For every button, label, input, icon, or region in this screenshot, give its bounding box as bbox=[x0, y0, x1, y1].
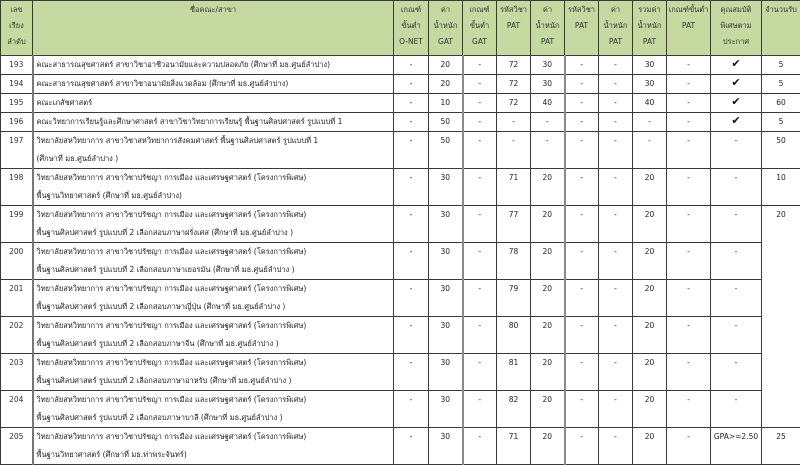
gat-weight-cell: 10 bbox=[429, 94, 463, 113]
pat-weight-2-cell: - bbox=[599, 243, 633, 280]
program-name-line: วิทยาลัยสหวิทยาการ สาขาวิชาปรัชญา การเมือง และเศรษฐศาสตร์ (โครงการพิเศษ) bbox=[37, 428, 394, 446]
gat-weight-cell: 30 bbox=[429, 280, 463, 317]
pat-min-cell: - bbox=[667, 169, 711, 206]
pat-weight-1-cell: 30 bbox=[531, 56, 565, 75]
check-mark-icon: ✔ bbox=[711, 113, 762, 132]
pat-code-1-cell: 72 bbox=[497, 56, 531, 75]
onet-min-cell: - bbox=[394, 56, 429, 75]
pat-code-2-cell: - bbox=[565, 169, 599, 206]
pat-code-2-cell: - bbox=[565, 113, 599, 132]
pat-code-1-cell: - bbox=[497, 132, 531, 169]
check-mark-icon: ✔ bbox=[711, 75, 762, 94]
pat-min-cell: - bbox=[667, 75, 711, 94]
gat-weight-cell: 20 bbox=[429, 56, 463, 75]
gat-min-cell: - bbox=[463, 169, 497, 206]
gat-weight-cell: 30 bbox=[429, 317, 463, 354]
pat-code-2-cell: - bbox=[565, 243, 599, 280]
table-row bbox=[1, 317, 800, 354]
pat-weight-2-cell: - bbox=[599, 280, 633, 317]
gat-min-cell: - bbox=[463, 113, 497, 132]
rank-cell: 201 bbox=[1, 280, 33, 317]
pat-min-cell: - bbox=[667, 354, 711, 391]
program-name-line: พื้นฐานวิทยาศาสตร์ (ศึกษาที่ มธ.ท่าพระจันทร์) bbox=[37, 446, 394, 464]
onet-min-cell: - bbox=[394, 132, 429, 169]
gat-weight-cell: 30 bbox=[429, 243, 463, 280]
onet-min-cell: - bbox=[394, 113, 429, 132]
quota-cell: 60 bbox=[762, 94, 800, 113]
gat-min-cell: - bbox=[463, 428, 497, 465]
pat-min-cell: - bbox=[667, 56, 711, 75]
header-pat-weight-1: ค่า น้ำหนัก PAT bbox=[531, 1, 565, 56]
pat-weight-1-cell: 20 bbox=[531, 206, 565, 243]
pat-code-1-cell: 71 bbox=[497, 428, 531, 465]
program-name-line: พื้นฐานศิลปศาสตร์ รูปแบบที่ 2 เลือกสอบภาษาเยอรมัน (ศึกษาที่ มธ.ศูนย์ลำปาง ) bbox=[37, 261, 394, 279]
header-rank: เลข เรียง ลำดับ bbox=[1, 1, 33, 56]
program-name-cell bbox=[33, 428, 394, 465]
onet-min-cell: - bbox=[394, 317, 429, 354]
gat-min-cell: - bbox=[463, 75, 497, 94]
gat-min-cell: - bbox=[463, 243, 497, 280]
header-gat-weight: ค่า น้ำหนัก GAT bbox=[429, 1, 463, 56]
total-weight-cell: 30 bbox=[633, 56, 667, 75]
pat-code-1-cell: 72 bbox=[497, 94, 531, 113]
program-name-line: วิทยาลัยสหวิทยาการ สาขาวิชาสหวิทยาการสังคมศาสตร์ พื้นฐานศิลปศาสตร์ รูปแบบที่ 1 bbox=[37, 132, 394, 150]
onet-min-cell: - bbox=[394, 280, 429, 317]
rank-cell: 196 bbox=[1, 113, 33, 132]
pat-code-1-cell: 79 bbox=[497, 280, 531, 317]
rank-cell: 203 bbox=[1, 354, 33, 391]
pat-min-cell: - bbox=[667, 391, 711, 428]
pat-weight-1-cell: 20 bbox=[531, 169, 565, 206]
header-special: คุณสมบัติ พิเศษตาม ประกาศ bbox=[711, 1, 762, 56]
program-name-line: พื้นฐานศิลปศาสตร์ รูปแบบที่ 2 เลือกสอบภาษาญี่ปุ่น (ศึกษาที่ มธ.ศูนย์ลำปาง ) bbox=[37, 298, 394, 316]
special-qualification-cell: - bbox=[711, 169, 762, 206]
pat-code-1-cell: 82 bbox=[497, 391, 531, 428]
total-weight-cell: 20 bbox=[633, 317, 667, 354]
pat-code-1-cell: - bbox=[497, 113, 531, 132]
program-name-line: วิทยาลัยสหวิทยาการ สาขาวิชาปรัชญา การเมือง และเศรษฐศาสตร์ (โครงการพิเศษ) bbox=[37, 243, 394, 261]
total-weight-cell: - bbox=[633, 132, 667, 169]
rank-cell: 198 bbox=[1, 169, 33, 206]
program-name-cell bbox=[33, 75, 394, 94]
quota-cell: 25 bbox=[762, 428, 800, 465]
table-row bbox=[1, 280, 800, 317]
pat-min-cell: - bbox=[667, 206, 711, 243]
table-row bbox=[1, 391, 800, 428]
program-name-cell bbox=[33, 56, 394, 75]
program-name-cell bbox=[33, 132, 394, 169]
pat-weight-2-cell: - bbox=[599, 75, 633, 94]
pat-code-1-cell: 72 bbox=[497, 75, 531, 94]
pat-min-cell: - bbox=[667, 428, 711, 465]
pat-weight-2-cell: - bbox=[599, 169, 633, 206]
program-name-line: คณะสาธารณสุขศาสตร์ สาขาวิชาอนามัยสิ่งแวดล้อม (ศึกษาที่ มธ.ศูนย์ลำปาง) bbox=[37, 75, 394, 93]
table-row bbox=[1, 169, 800, 206]
gat-min-cell: - bbox=[463, 132, 497, 169]
program-name-line: วิทยาลัยสหวิทยาการ สาขาวิชาปรัชญา การเมือง และเศรษฐศาสตร์ (โครงการพิเศษ) bbox=[37, 317, 394, 335]
pat-min-cell: - bbox=[667, 113, 711, 132]
total-weight-cell: 20 bbox=[633, 206, 667, 243]
pat-weight-2-cell: - bbox=[599, 317, 633, 354]
header-pat-weight-2: ค่า น้ำหนัก PAT bbox=[599, 1, 633, 56]
header-pat-min: เกณฑ์ขั้นต่ำ PAT bbox=[667, 1, 711, 56]
header-quota: จำนวนรับ bbox=[762, 1, 800, 56]
onet-min-cell: - bbox=[394, 391, 429, 428]
total-weight-cell: 20 bbox=[633, 428, 667, 465]
pat-code-1-cell: 71 bbox=[497, 169, 531, 206]
program-name-line: วิทยาลัยสหวิทยาการ สาขาวิชาปรัชญา การเมือง และเศรษฐศาสตร์ (โครงการพิเศษ) bbox=[37, 280, 394, 298]
gat-weight-cell: 50 bbox=[429, 132, 463, 169]
quota-cell: 5 bbox=[762, 75, 800, 94]
gat-weight-cell: 30 bbox=[429, 428, 463, 465]
onet-min-cell: - bbox=[394, 206, 429, 243]
gat-min-cell: - bbox=[463, 317, 497, 354]
program-name-cell bbox=[33, 169, 394, 206]
special-qualification-cell: - bbox=[711, 280, 762, 317]
quota-cell: 5 bbox=[762, 56, 800, 75]
special-qualification-cell: - bbox=[711, 243, 762, 280]
program-name-cell bbox=[33, 354, 394, 391]
pat-code-2-cell: - bbox=[565, 354, 599, 391]
total-weight-cell: 20 bbox=[633, 280, 667, 317]
pat-min-cell: - bbox=[667, 243, 711, 280]
program-name-line: วิทยาลัยสหวิทยาการ สาขาวิชาปรัชญา การเมือง และเศรษฐศาสตร์ (โครงการพิเศษ) bbox=[37, 391, 394, 409]
pat-weight-1-cell: 40 bbox=[531, 94, 565, 113]
pat-code-2-cell: - bbox=[565, 391, 599, 428]
total-weight-cell: 20 bbox=[633, 391, 667, 428]
gat-min-cell: - bbox=[463, 354, 497, 391]
table-row bbox=[1, 132, 800, 169]
pat-code-2-cell: - bbox=[565, 132, 599, 169]
gat-min-cell: - bbox=[463, 56, 497, 75]
program-name-cell bbox=[33, 113, 394, 132]
pat-weight-2-cell: - bbox=[599, 428, 633, 465]
pat-code-1-cell: 80 bbox=[497, 317, 531, 354]
pat-weight-1-cell: 20 bbox=[531, 428, 565, 465]
pat-weight-1-cell: 20 bbox=[531, 354, 565, 391]
program-name-cell bbox=[33, 94, 394, 113]
quota-cell: 10 bbox=[762, 169, 800, 206]
header-name: ชื่อคณะ/สาขา bbox=[33, 1, 394, 56]
gat-weight-cell: 30 bbox=[429, 206, 463, 243]
header-onet-min: เกณฑ์ ขั้นต่ำ O-NET bbox=[394, 1, 429, 56]
total-weight-cell: 30 bbox=[633, 75, 667, 94]
pat-code-2-cell: - bbox=[565, 317, 599, 354]
pat-min-cell: - bbox=[667, 132, 711, 169]
pat-weight-2-cell: - bbox=[599, 56, 633, 75]
pat-code-1-cell: 81 bbox=[497, 354, 531, 391]
header-total-weight: รวมค่า น้ำหนัก PAT bbox=[633, 1, 667, 56]
header-pat-code-2: รหัสวิชา PAT bbox=[565, 1, 599, 56]
pat-code-2-cell: - bbox=[565, 428, 599, 465]
special-qualification-cell: GPA>=2.50 bbox=[711, 428, 762, 465]
program-name-line: พื้นฐานศิลปศาสตร์ รูปแบบที่ 2 เลือกสอบภาษาอาหรับ (ศึกษาที่ มธ.ศูนย์ลำปาง ) bbox=[37, 372, 394, 390]
rank-cell: 204 bbox=[1, 391, 33, 428]
pat-weight-1-cell: 20 bbox=[531, 391, 565, 428]
gat-weight-cell: 30 bbox=[429, 354, 463, 391]
special-qualification-cell: - bbox=[711, 206, 762, 243]
program-name-line: พื้นฐานวิทยาศาสตร์ (ศึกษาที่ มธ.ศูนย์ลำปาง) bbox=[37, 187, 394, 205]
program-name-cell bbox=[33, 243, 394, 280]
pat-code-1-cell: 78 bbox=[497, 243, 531, 280]
pat-weight-1-cell: 20 bbox=[531, 243, 565, 280]
table-row bbox=[1, 206, 800, 243]
total-weight-cell: 40 bbox=[633, 94, 667, 113]
program-name-line: พื้นฐานศิลปศาสตร์ รูปแบบที่ 2 เลือกสอบภาษาจีน (ศึกษาที่ มธ.ศูนย์ลำปาง ) bbox=[37, 335, 394, 353]
pat-min-cell: - bbox=[667, 280, 711, 317]
gat-min-cell: - bbox=[463, 94, 497, 113]
rank-cell: 200 bbox=[1, 243, 33, 280]
program-name-cell bbox=[33, 280, 394, 317]
gat-weight-cell: 20 bbox=[429, 75, 463, 94]
pat-code-1-cell: 77 bbox=[497, 206, 531, 243]
program-name-line: วิทยาลัยสหวิทยาการ สาขาวิชาปรัชญา การเมือง และเศรษฐศาสตร์ (โครงการพิเศษ) bbox=[37, 354, 394, 372]
total-weight-cell: 20 bbox=[633, 169, 667, 206]
gat-min-cell: - bbox=[463, 206, 497, 243]
check-mark-icon: ✔ bbox=[711, 94, 762, 113]
onet-min-cell: - bbox=[394, 94, 429, 113]
special-qualification-cell: - bbox=[711, 317, 762, 354]
pat-code-2-cell: - bbox=[565, 280, 599, 317]
gat-min-cell: - bbox=[463, 391, 497, 428]
program-name-cell bbox=[33, 206, 394, 243]
pat-code-2-cell: - bbox=[565, 56, 599, 75]
table-row bbox=[1, 94, 800, 113]
pat-min-cell: - bbox=[667, 94, 711, 113]
program-name-line: (ศึกษาที่ มธ.ศูนย์ลำปาง ) bbox=[37, 150, 394, 168]
pat-weight-1-cell: - bbox=[531, 113, 565, 132]
onet-min-cell: - bbox=[394, 75, 429, 94]
table-body bbox=[1, 56, 800, 465]
special-qualification-cell: - bbox=[711, 132, 762, 169]
program-name-line: คณะวิทยาการเรียนรู้และศึกษาศาสตร์ สาขาวิชาวิทยาการเรียนรู้ พื้นฐานศิลปศาสตร์ รูปแบบที่ 1 bbox=[37, 113, 394, 131]
pat-code-2-cell: - bbox=[565, 206, 599, 243]
total-weight-cell: 20 bbox=[633, 243, 667, 280]
rank-cell: 202 bbox=[1, 317, 33, 354]
pat-weight-2-cell: - bbox=[599, 206, 633, 243]
pat-weight-2-cell: - bbox=[599, 113, 633, 132]
rank-cell: 193 bbox=[1, 56, 33, 75]
table-row bbox=[1, 243, 800, 280]
special-qualification-cell: - bbox=[711, 391, 762, 428]
quota-cell: 5 bbox=[762, 113, 800, 132]
pat-weight-2-cell: - bbox=[599, 391, 633, 428]
total-weight-cell: 20 bbox=[633, 354, 667, 391]
pat-weight-1-cell: 20 bbox=[531, 317, 565, 354]
gat-weight-cell: 30 bbox=[429, 391, 463, 428]
check-mark-icon: ✔ bbox=[711, 56, 762, 75]
header-gat-min: เกณฑ์ ขั้นต่ำ GAT bbox=[463, 1, 497, 56]
program-name-line: พื้นฐานศิลปศาสตร์ รูปแบบที่ 2 เลือกสอบภาษาบาลี (ศึกษาที่ มธ.ศูนย์ลำปาง ) bbox=[37, 409, 394, 427]
rank-cell: 197 bbox=[1, 132, 33, 169]
program-name-line: พื้นฐานศิลปศาสตร์ รูปแบบที่ 2 เลือกสอบภาษาฝรั่งเศส (ศึกษาที่ มธ.ศูนย์ลำปาง ) bbox=[37, 224, 394, 242]
gat-weight-cell: 50 bbox=[429, 113, 463, 132]
program-name-cell bbox=[33, 317, 394, 354]
gat-min-cell: - bbox=[463, 280, 497, 317]
rank-cell: 195 bbox=[1, 94, 33, 113]
program-name-line: วิทยาลัยสหวิทยาการ สาขาวิชาปรัชญา การเมือง และเศรษฐศาสตร์ (โครงการพิเศษ) bbox=[37, 206, 394, 224]
onet-min-cell: - bbox=[394, 354, 429, 391]
pat-weight-1-cell: 30 bbox=[531, 75, 565, 94]
onet-min-cell: - bbox=[394, 243, 429, 280]
table-row bbox=[1, 56, 800, 75]
rank-cell: 194 bbox=[1, 75, 33, 94]
pat-weight-2-cell: - bbox=[599, 94, 633, 113]
table-row bbox=[1, 354, 800, 391]
pat-weight-1-cell: 20 bbox=[531, 280, 565, 317]
program-name-line: วิทยาลัยสหวิทยาการ สาขาวิชาปรัชญา การเมือง และเศรษฐศาสตร์ (โครงการพิเศษ) bbox=[37, 169, 394, 187]
program-name-line: คณะเภสัชศาสตร์ bbox=[37, 94, 394, 112]
header-pat-code-1: รหัสวิชา PAT bbox=[497, 1, 531, 56]
pat-code-2-cell: - bbox=[565, 75, 599, 94]
pat-weight-1-cell: - bbox=[531, 132, 565, 169]
table-row bbox=[1, 75, 800, 94]
special-qualification-cell: - bbox=[711, 354, 762, 391]
table-row bbox=[1, 428, 800, 465]
pat-min-cell: - bbox=[667, 317, 711, 354]
table-row bbox=[1, 113, 800, 132]
onet-min-cell: - bbox=[394, 428, 429, 465]
pat-weight-2-cell: - bbox=[599, 354, 633, 391]
total-weight-cell: - bbox=[633, 113, 667, 132]
onet-min-cell: - bbox=[394, 169, 429, 206]
pat-weight-2-cell: - bbox=[599, 132, 633, 169]
rank-cell: 199 bbox=[1, 206, 33, 243]
pat-code-2-cell: - bbox=[565, 94, 599, 113]
rank-cell: 205 bbox=[1, 428, 33, 465]
header-row bbox=[1, 1, 800, 56]
gat-weight-cell: 30 bbox=[429, 169, 463, 206]
program-name-cell bbox=[33, 391, 394, 428]
quota-cell: 20 bbox=[762, 206, 800, 428]
quota-cell: 50 bbox=[762, 132, 800, 169]
program-name-line: คณะสาธารณสุขศาสตร์ สาขาวิชาอาชีวอนามัยและความปลอดภัย (ศึกษาที่ มธ.ศูนย์ลำปาง) bbox=[37, 56, 394, 74]
